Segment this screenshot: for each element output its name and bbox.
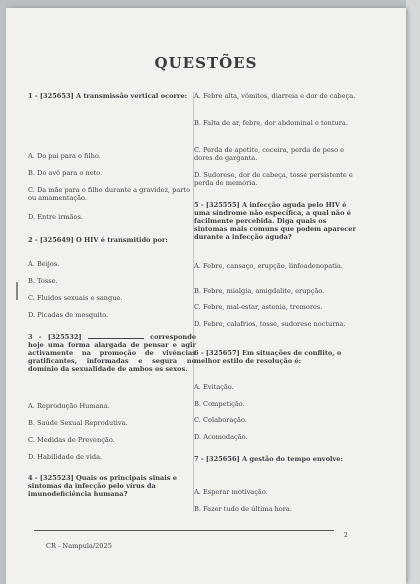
footer-text: CR - Nampula/2025 bbox=[46, 542, 112, 550]
q4-option-c: C. Perda de apetite, coceira, perda de peso e dores de garganta. bbox=[194, 146, 345, 162]
q3-option-b: B. Saúde Sexual Reprodutiva. bbox=[28, 419, 128, 427]
q3-text: corresponde hoje uma forma alargada de pensar e agir activamente na promoção de vivências gratificantes, informadas e segura no domínio da sexualidade de ambos os sexos. bbox=[28, 333, 197, 373]
q1-option-a: A. Do pai para o filho. bbox=[28, 152, 101, 160]
q4-option-b: B. Falta de ar, febre, dor abdominal e tontura. bbox=[194, 119, 348, 127]
q2-option-b: B. Tosse. bbox=[28, 277, 58, 285]
q7-option-b: B. Fazer tudo de última hora. bbox=[194, 505, 292, 513]
page-edge-shadow bbox=[406, 0, 420, 584]
q3-option-a: A. Reprodução Humana. bbox=[28, 402, 110, 410]
q3-blank bbox=[88, 332, 144, 339]
exam-sheet bbox=[6, 8, 406, 584]
question-7: 7 - [325656] A gestão do tempo envolve: bbox=[194, 455, 343, 463]
q5-option-a: A. Febre, cansaço, erupção, linfoadenopatia. bbox=[194, 262, 343, 270]
q7-option-a: A. Esperar motivação. bbox=[194, 488, 268, 496]
question-6: 6 - [325657] Em situações de conflito, o melhor estilo de resolução é: bbox=[194, 349, 342, 365]
question-4: 4 - [325523] Quais os principais sinais e sintomas da infecção pelo vírus da imunodeficiência humana? bbox=[28, 474, 177, 498]
binding-mark bbox=[16, 282, 18, 300]
q2-option-a: A. Beijos. bbox=[28, 260, 60, 268]
question-3 bbox=[28, 332, 196, 373]
page-number: 2 bbox=[344, 532, 348, 539]
q6-option-b: B. Competição. bbox=[194, 400, 245, 408]
q5-option-c: C. Febre, mal-estar, astenia, tremores. bbox=[194, 303, 323, 311]
q3-option-d: D. Habilidade de vida. bbox=[28, 453, 103, 461]
q4-option-a: A. Febre alta, vómitos, diarreia e dor de cabeça. bbox=[194, 92, 356, 100]
question-5: 5 - [325555] A infecção aguda pelo HIV é uma síndrome não específica, a qual não é facilmente percebida. Diga quais os sintomas mais comuns que podem aparecer durante a infecção aguda? bbox=[194, 201, 356, 241]
q1-option-d: D. Entre irmãos. bbox=[28, 213, 83, 221]
q4-option-d: D. Sudorese, dor de cabeça, tosse persistente e perda de memória. bbox=[194, 171, 353, 187]
q6-option-c: C. Colaboração. bbox=[194, 416, 247, 424]
q6-option-d: D. Acomodação. bbox=[194, 433, 248, 441]
question-1: 1 - [325653] A transmissão vertical ocorre: bbox=[28, 92, 188, 100]
page-title: QUESTÕES bbox=[154, 54, 258, 72]
q2-option-c: C. Fluidos sexuais e sangue. bbox=[28, 294, 123, 302]
q3-number: 3 - [325532] bbox=[28, 333, 82, 341]
question-2: 2 - [325649] O HIV é transmitido por: bbox=[28, 236, 168, 244]
footer-rule bbox=[34, 530, 334, 531]
q5-option-d: D. Febre, calafrios, tosse, sudorese nocturna. bbox=[194, 320, 346, 328]
q2-option-d: D. Picadas de mosquito. bbox=[28, 311, 109, 319]
q1-option-b: B. Do avô para o neto. bbox=[28, 169, 103, 177]
q1-option-c: C. Da mãe para o filho durante a gravidez, parto ou amamentação. bbox=[28, 186, 191, 202]
q5-option-b: B. Febre, mialgia, amigdalite, erupção. bbox=[194, 287, 325, 295]
q3-option-c: C. Medidas de Prevenção. bbox=[28, 436, 115, 444]
q6-option-a: A. Evitação. bbox=[194, 383, 234, 391]
